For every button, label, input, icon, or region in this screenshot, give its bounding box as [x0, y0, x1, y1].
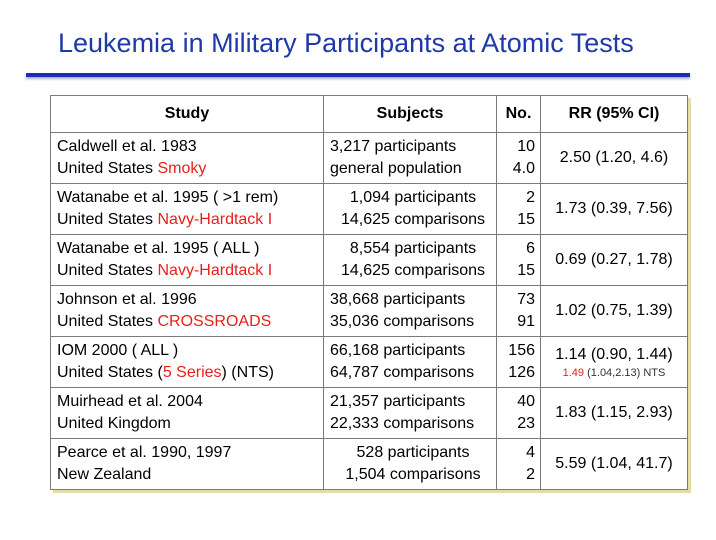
rr-nts-subvalue: 1.49 (1.04,2.13) NTS [562, 367, 666, 379]
study-cell [51, 439, 324, 490]
study-location: United States Navy-Hardtack I [57, 262, 273, 279]
rr-value: 1.14 (0.90, 1.44) [555, 346, 673, 363]
table-row [51, 133, 688, 184]
count-cell [497, 184, 541, 235]
subjects-comparison: 14,625 comparisons [340, 262, 486, 279]
subjects-cell [324, 286, 497, 337]
subjects-participants: 3,217 participants [330, 138, 457, 155]
subjects-cell [324, 388, 497, 439]
study-location: United States Smoky [57, 160, 207, 177]
subjects-participants: 21,357 participants [330, 393, 466, 410]
study-cell [51, 286, 324, 337]
test-series-name: 5 Series [162, 364, 222, 381]
count-participants: 40 [517, 393, 535, 410]
subjects-participants: 528 participants [356, 444, 470, 461]
subjects-cell [324, 337, 497, 388]
rr-cell: 0.69 (0.27, 1.78) [541, 235, 688, 286]
study-table [50, 95, 688, 490]
rr-cell: 1.73 (0.39, 7.56) [541, 184, 688, 235]
table-row [51, 388, 688, 439]
study-author: Watanabe et al. 1995 ( ALL ) [57, 240, 260, 257]
study-location: New Zealand [57, 466, 152, 483]
table-row [51, 235, 688, 286]
table-row [51, 184, 688, 235]
study-cell [51, 184, 324, 235]
rr-cell: 2.50 (1.20, 4.6) [541, 133, 688, 184]
subjects-comparison: 64,787 comparisons [330, 364, 475, 381]
count-comparison: 4.0 [512, 160, 535, 177]
study-author: Pearce et al. 1990, 1997 [57, 444, 232, 461]
study-cell [51, 235, 324, 286]
count-cell [497, 286, 541, 337]
test-series-name: Smoky [157, 160, 207, 177]
rr-cell: 1.02 (0.75, 1.39) [541, 286, 688, 337]
page-title: Leukemia in Military Participants at Atomic Tests [58, 28, 634, 58]
header-rr: RR (95% CI) [541, 96, 688, 133]
count-participants: 4 [526, 444, 535, 461]
subjects-cell [324, 133, 497, 184]
header-study: Study [51, 96, 324, 133]
table-row [51, 439, 688, 490]
subjects-comparison: 22,333 comparisons [330, 415, 475, 432]
subjects-participants: 38,668 participants [330, 291, 466, 308]
study-table-container [50, 95, 688, 490]
table-header-row [51, 96, 688, 133]
subjects-cell [324, 184, 497, 235]
rr-cell: 5.59 (1.04, 41.7) [541, 439, 688, 490]
study-cell [51, 337, 324, 388]
count-comparison: 15 [517, 262, 535, 279]
subjects-participants: 66,168 participants [330, 342, 466, 359]
count-comparison: 2 [526, 466, 535, 483]
test-series-name: Navy-Hardtack I [157, 211, 273, 228]
title-divider [26, 73, 690, 77]
subjects-participants: 1,094 participants [349, 189, 477, 206]
study-location: United States (5 Series) (NTS) [57, 364, 274, 381]
study-cell [51, 133, 324, 184]
study-author: IOM 2000 ( ALL ) [57, 342, 179, 359]
count-comparison: 126 [508, 364, 535, 381]
count-cell [497, 337, 541, 388]
count-comparison: 15 [517, 211, 535, 228]
test-series-name: CROSSROADS [157, 313, 272, 330]
count-cell [497, 133, 541, 184]
study-author: Caldwell et al. 1983 [57, 138, 197, 155]
subjects-cell [324, 439, 497, 490]
count-participants: 2 [526, 189, 535, 206]
count-participants: 156 [508, 342, 535, 359]
subjects-cell [324, 235, 497, 286]
count-comparison: 91 [517, 313, 535, 330]
count-cell [497, 439, 541, 490]
subjects-comparison: 35,036 comparisons [330, 313, 475, 330]
study-author: Johnson et al. 1996 [57, 291, 197, 308]
count-participants: 10 [517, 138, 535, 155]
study-location: United States CROSSROADS [57, 313, 272, 330]
rr-cell: 1.83 (1.15, 2.93) [541, 388, 688, 439]
subjects-comparison: 1,504 comparisons [345, 466, 481, 483]
subjects-comparison: general population [330, 160, 462, 177]
count-participants: 6 [526, 240, 535, 257]
table-row [51, 286, 688, 337]
rr-cell [541, 337, 688, 388]
header-no: No. [497, 96, 541, 133]
study-author: Watanabe et al. 1995 ( >1 rem) [57, 189, 279, 206]
study-location: United Kingdom [57, 415, 171, 432]
subjects-comparison: 14,625 comparisons [340, 211, 486, 228]
study-author: Muirhead et al. 2004 [57, 393, 203, 410]
header-subjects: Subjects [324, 96, 497, 133]
table-row [51, 337, 688, 388]
study-location: United States Navy-Hardtack I [57, 211, 273, 228]
count-cell [497, 388, 541, 439]
subjects-participants: 8,554 participants [349, 240, 477, 257]
count-cell [497, 235, 541, 286]
count-comparison: 23 [517, 415, 535, 432]
count-participants: 73 [517, 291, 535, 308]
test-series-name: Navy-Hardtack I [157, 262, 273, 279]
study-cell [51, 388, 324, 439]
